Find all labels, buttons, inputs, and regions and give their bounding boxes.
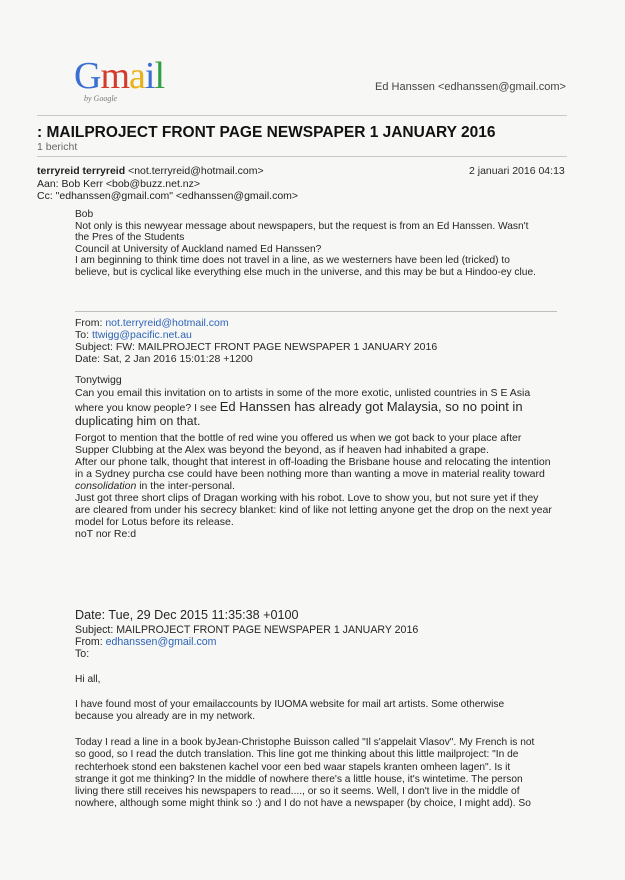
message-count: 1 bericht [37, 141, 78, 153]
fwd-line: Can you email this invitation on to artists in some of the more exotic, unlisted countries in S E Asia [75, 387, 531, 399]
orig-paragraph-2: Today I read a line in a book byJean-Christophe Buisson called "Il s'appelait Vlasov". My French is not so good, so I read the dutch translation. This line got me thinking about this little mailproject: "In de rechterhoek stond een bakstenen kachel voor een bed waar stapels kranten omheen lagen". Is it strange it got me thinking? In the middle of nowhere there's a little house, it's wintetime. The person living there still receives his newspapers to read...., or so it seems. Well, I don't live in the middle of nowhere, although some might think so :) and I do not have a newspaper (by choice, I might add). So [75, 737, 535, 810]
header-divider [37, 115, 567, 116]
sender-name: terryreid terryreid [37, 165, 126, 177]
fwd-signoff: noT nor Re:d [75, 528, 137, 540]
fwd-line: duplicating him on that. [75, 414, 201, 428]
fwd-subject: Subject: FW: MAILPROJECT FRONT PAGE NEWSPAPER 1 JANUARY 2016 [75, 341, 438, 353]
by-google-label: by Google [84, 94, 118, 103]
fwd-line: are cleared from under his secrecy blanket: kind of like not letting anyone get the drop on the next year [75, 504, 552, 516]
fwd-line: consolidation in the inter-personal. [75, 480, 235, 492]
orig-greeting: Hi all, [75, 674, 101, 685]
fwd-line: model for Lotus before its release. [75, 516, 234, 528]
gmail-wordmark: Gmail [74, 55, 165, 97]
orig-subject: Subject: MAILPROJECT FRONT PAGE NEWSPAPER 1 JANUARY 2016 [75, 624, 419, 636]
fwd-line: where you know people? I see Ed Hanssen has already got Malaysia, so no point in [75, 399, 523, 414]
orig-from-link[interactable]: edhanssen@gmail.com [105, 636, 217, 648]
message-to: Aan: Bob Kerr <bob@buzz.net.nz> [37, 178, 201, 190]
fwd-line: After our phone talk, thought that interest in off-loading the Brisbane house and relocating the intention [75, 456, 551, 468]
body-line: Not only is this newyear message about newspapers, but the request is from an Ed Hanssen. Wasn't [75, 220, 529, 232]
fwd-line: in a Sydney purcha cse could have been nothing more than wanting a move in material reality toward [75, 468, 545, 480]
message-cc: Cc: "edhanssen@gmail.com" <edhanssen@gmail.com> [37, 190, 299, 202]
gmail-logo [74, 56, 184, 108]
quoted-divider [75, 311, 557, 312]
fwd-line: Forgot to mention that the bottle of red wine you offered us when we got back to your place after [75, 432, 522, 444]
orig-paragraph-1: I have found most of your emailaccounts by IUOMA website for mail art artists. Some otherwise because you already are in my network. [75, 699, 505, 722]
orig-from: From: edhanssen@gmail.com [75, 636, 217, 648]
message-from [37, 165, 264, 177]
orig-to: To: [75, 648, 90, 660]
body-line: believe, but is cyclical like everything else much in the universe, and this may be but a Hindoo-ey clue. [75, 266, 536, 278]
body-line: Council at University of Auckland named Ed Hanssen? [75, 243, 322, 255]
sender-address: <not.terryreid@hotmail.com> [128, 165, 264, 177]
body-line: the Pres of the Students [75, 232, 185, 244]
fwd-from: From: not.terryreid@hotmail.com [75, 317, 229, 329]
fwd-from-link[interactable]: not.terryreid@hotmail.com [105, 317, 229, 329]
fwd-line: Supper Clubbing at the Alex was beyond the beyond, as if heaven had inhabited a grape. [75, 444, 489, 456]
message-date: 2 januari 2016 04:13 [469, 165, 565, 177]
message-body [75, 209, 536, 279]
account-address: Ed Hanssen <edhanssen@gmail.com> [375, 81, 566, 93]
fwd-to-link[interactable]: ttwigg@pacific.net.au [91, 329, 192, 341]
fwd-line: Just got three short clips of Dragan working with his robot. Love to show you, but not sure yet if they [75, 492, 539, 504]
body-line: I am beginning to think time does not travel in a line, as we westerners have been led (tricked) to [75, 255, 510, 267]
fwd-to: To: ttwigg@pacific.net.au [75, 329, 192, 341]
fwd-date: Date: Sat, 2 Jan 2016 15:01:28 +1200 [75, 353, 253, 365]
body-line: Bob [75, 209, 94, 220]
fwd-emphasis: Ed Hanssen has already got Malaysia, so no point in [219, 399, 523, 414]
thread-subject: : MAILPROJECT FRONT PAGE NEWSPAPER 1 JANUARY 2016 [37, 124, 496, 141]
orig-date: Date: Tue, 29 Dec 2015 11:35:38 +0100 [75, 608, 299, 622]
subject-divider [37, 156, 567, 157]
fwd-greeting: Tonytwigg [75, 374, 122, 386]
